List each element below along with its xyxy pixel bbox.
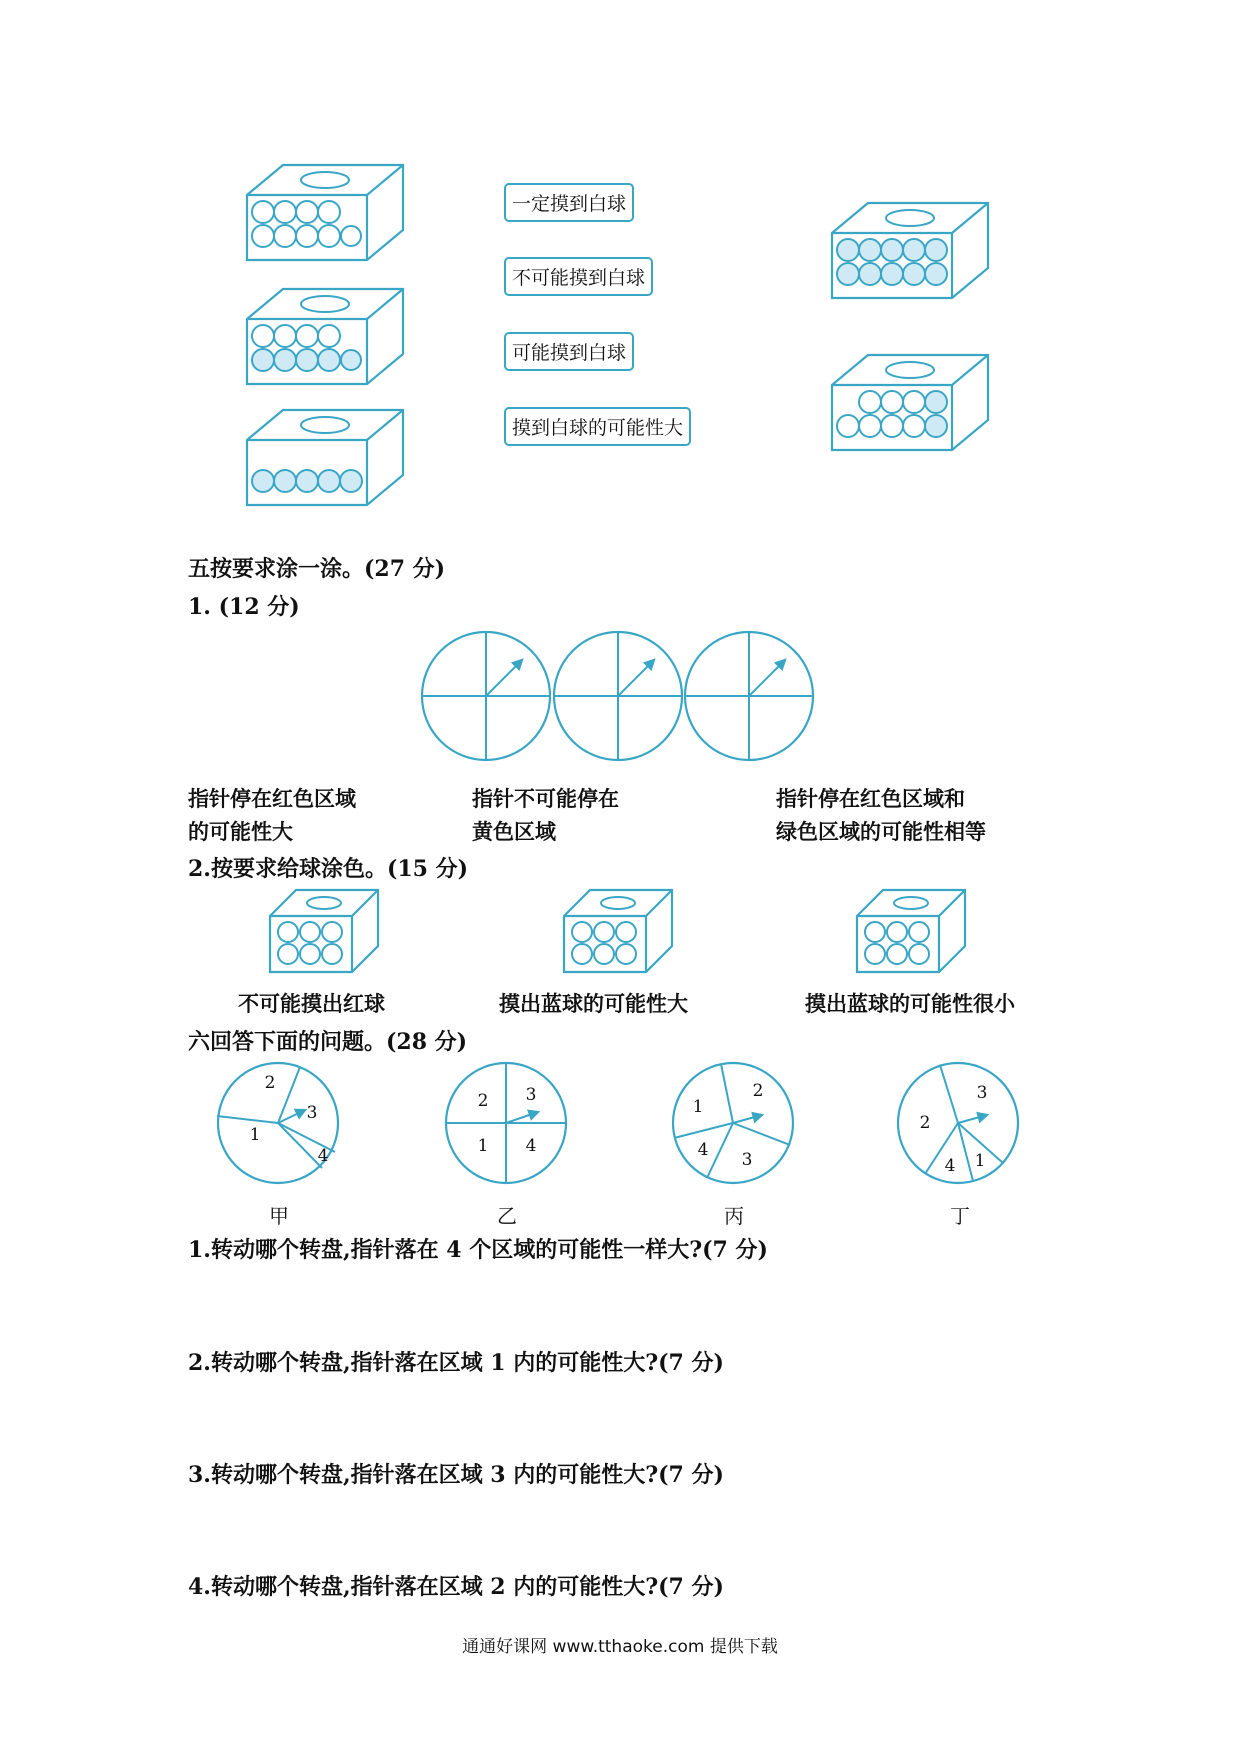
spinner-caption-3-line2: 绿色区域的可能性相等	[776, 819, 986, 844]
question-3: 3.转动哪个转盘,指针落在区域 3 内的可能性大?(7 分)	[188, 1462, 724, 1488]
ball-box-1	[245, 160, 415, 270]
spinner-yi-region-4: 4	[525, 1136, 537, 1156]
spinner-bing	[670, 1060, 800, 1190]
spinner-blank-1	[420, 630, 552, 762]
spinner-jia-region-4: 4	[317, 1146, 329, 1166]
spinner-caption-1	[188, 782, 356, 848]
ball-box-2	[245, 284, 415, 394]
spinner-caption-2-line1: 指针不可能停在	[472, 786, 619, 811]
spinner-ding-region-4: 4	[944, 1156, 956, 1176]
spinner-jia-region-2: 2	[264, 1073, 276, 1093]
spinner-caption-3	[776, 782, 986, 848]
color-box-3	[855, 888, 975, 978]
spinner-yi-region-3: 3	[525, 1085, 537, 1105]
color-box-1	[268, 888, 388, 978]
spinner-caption-2-line2: 黄色区域	[472, 819, 556, 844]
spinner-ding	[895, 1060, 1025, 1190]
spinner-caption-1-line1: 指针停在红色区域	[188, 786, 356, 811]
spinner-caption-1-line2: 的可能性大	[188, 819, 293, 844]
question-4: 4.转动哪个转盘,指针落在区域 2 内的可能性大?(7 分)	[188, 1574, 724, 1600]
question-2: 2.转动哪个转盘,指针落在区域 1 内的可能性大?(7 分)	[188, 1350, 724, 1376]
spinner-ding-region-1: 1	[974, 1151, 986, 1171]
color-box-2	[562, 888, 682, 978]
section5-q2-title: 2.按要求给球涂色。(15 分)	[188, 856, 469, 882]
spinner-blank-3	[683, 630, 815, 762]
spinner-caption-3-line1: 指针停在红色区域和	[776, 786, 965, 811]
spinner-name-ding: 丁	[950, 1204, 970, 1228]
match-label-4[interactable]: 摸到白球的可能性大	[504, 407, 691, 446]
spinner-yi-region-2: 2	[477, 1091, 489, 1111]
spinner-blank-2	[552, 630, 684, 762]
ball-box-5	[830, 350, 1000, 460]
spinner-bing-region-4: 4	[697, 1140, 709, 1160]
spinner-bing-region-3: 3	[741, 1150, 753, 1170]
spinner-ding-region-3: 3	[976, 1083, 988, 1103]
spinner-name-yi: 乙	[497, 1204, 517, 1228]
match-label-2[interactable]: 不可能摸到白球	[504, 257, 653, 296]
spinner-bing-region-2: 2	[752, 1081, 764, 1101]
spinner-bing-region-1: 1	[692, 1097, 704, 1117]
box-caption-1: 不可能摸出红球	[238, 991, 385, 1016]
spinner-jia	[215, 1060, 345, 1190]
spinner-ding-region-2: 2	[919, 1113, 931, 1133]
section5-title: 五按要求涂一涂。(27 分)	[188, 556, 446, 582]
section6-title: 六回答下面的问题。(28 分)	[188, 1029, 468, 1055]
ball-box-3	[245, 405, 415, 515]
box-caption-3: 摸出蓝球的可能性很小	[805, 991, 1015, 1016]
spinner-jia-region-1: 1	[249, 1125, 261, 1145]
ball-box-4	[830, 198, 1000, 308]
spinner-jia-region-3: 3	[306, 1103, 318, 1123]
match-label-3[interactable]: 可能摸到白球	[504, 332, 634, 371]
spinner-name-bing: 丙	[724, 1204, 744, 1228]
question-1: 1.转动哪个转盘,指针落在 4 个区域的可能性一样大?(7 分)	[188, 1237, 768, 1263]
spinner-caption-2	[472, 782, 619, 848]
spinner-yi	[443, 1060, 573, 1190]
match-label-1[interactable]: 一定摸到白球	[504, 183, 634, 222]
footer: 通通好课网 www.tthaoke.com 提供下载	[462, 1637, 778, 1657]
spinner-name-jia: 甲	[269, 1204, 289, 1228]
spinner-yi-region-1: 1	[477, 1136, 489, 1156]
box-caption-2: 摸出蓝球的可能性大	[499, 991, 688, 1016]
section5-q1-title: 1. (12 分)	[188, 594, 300, 620]
